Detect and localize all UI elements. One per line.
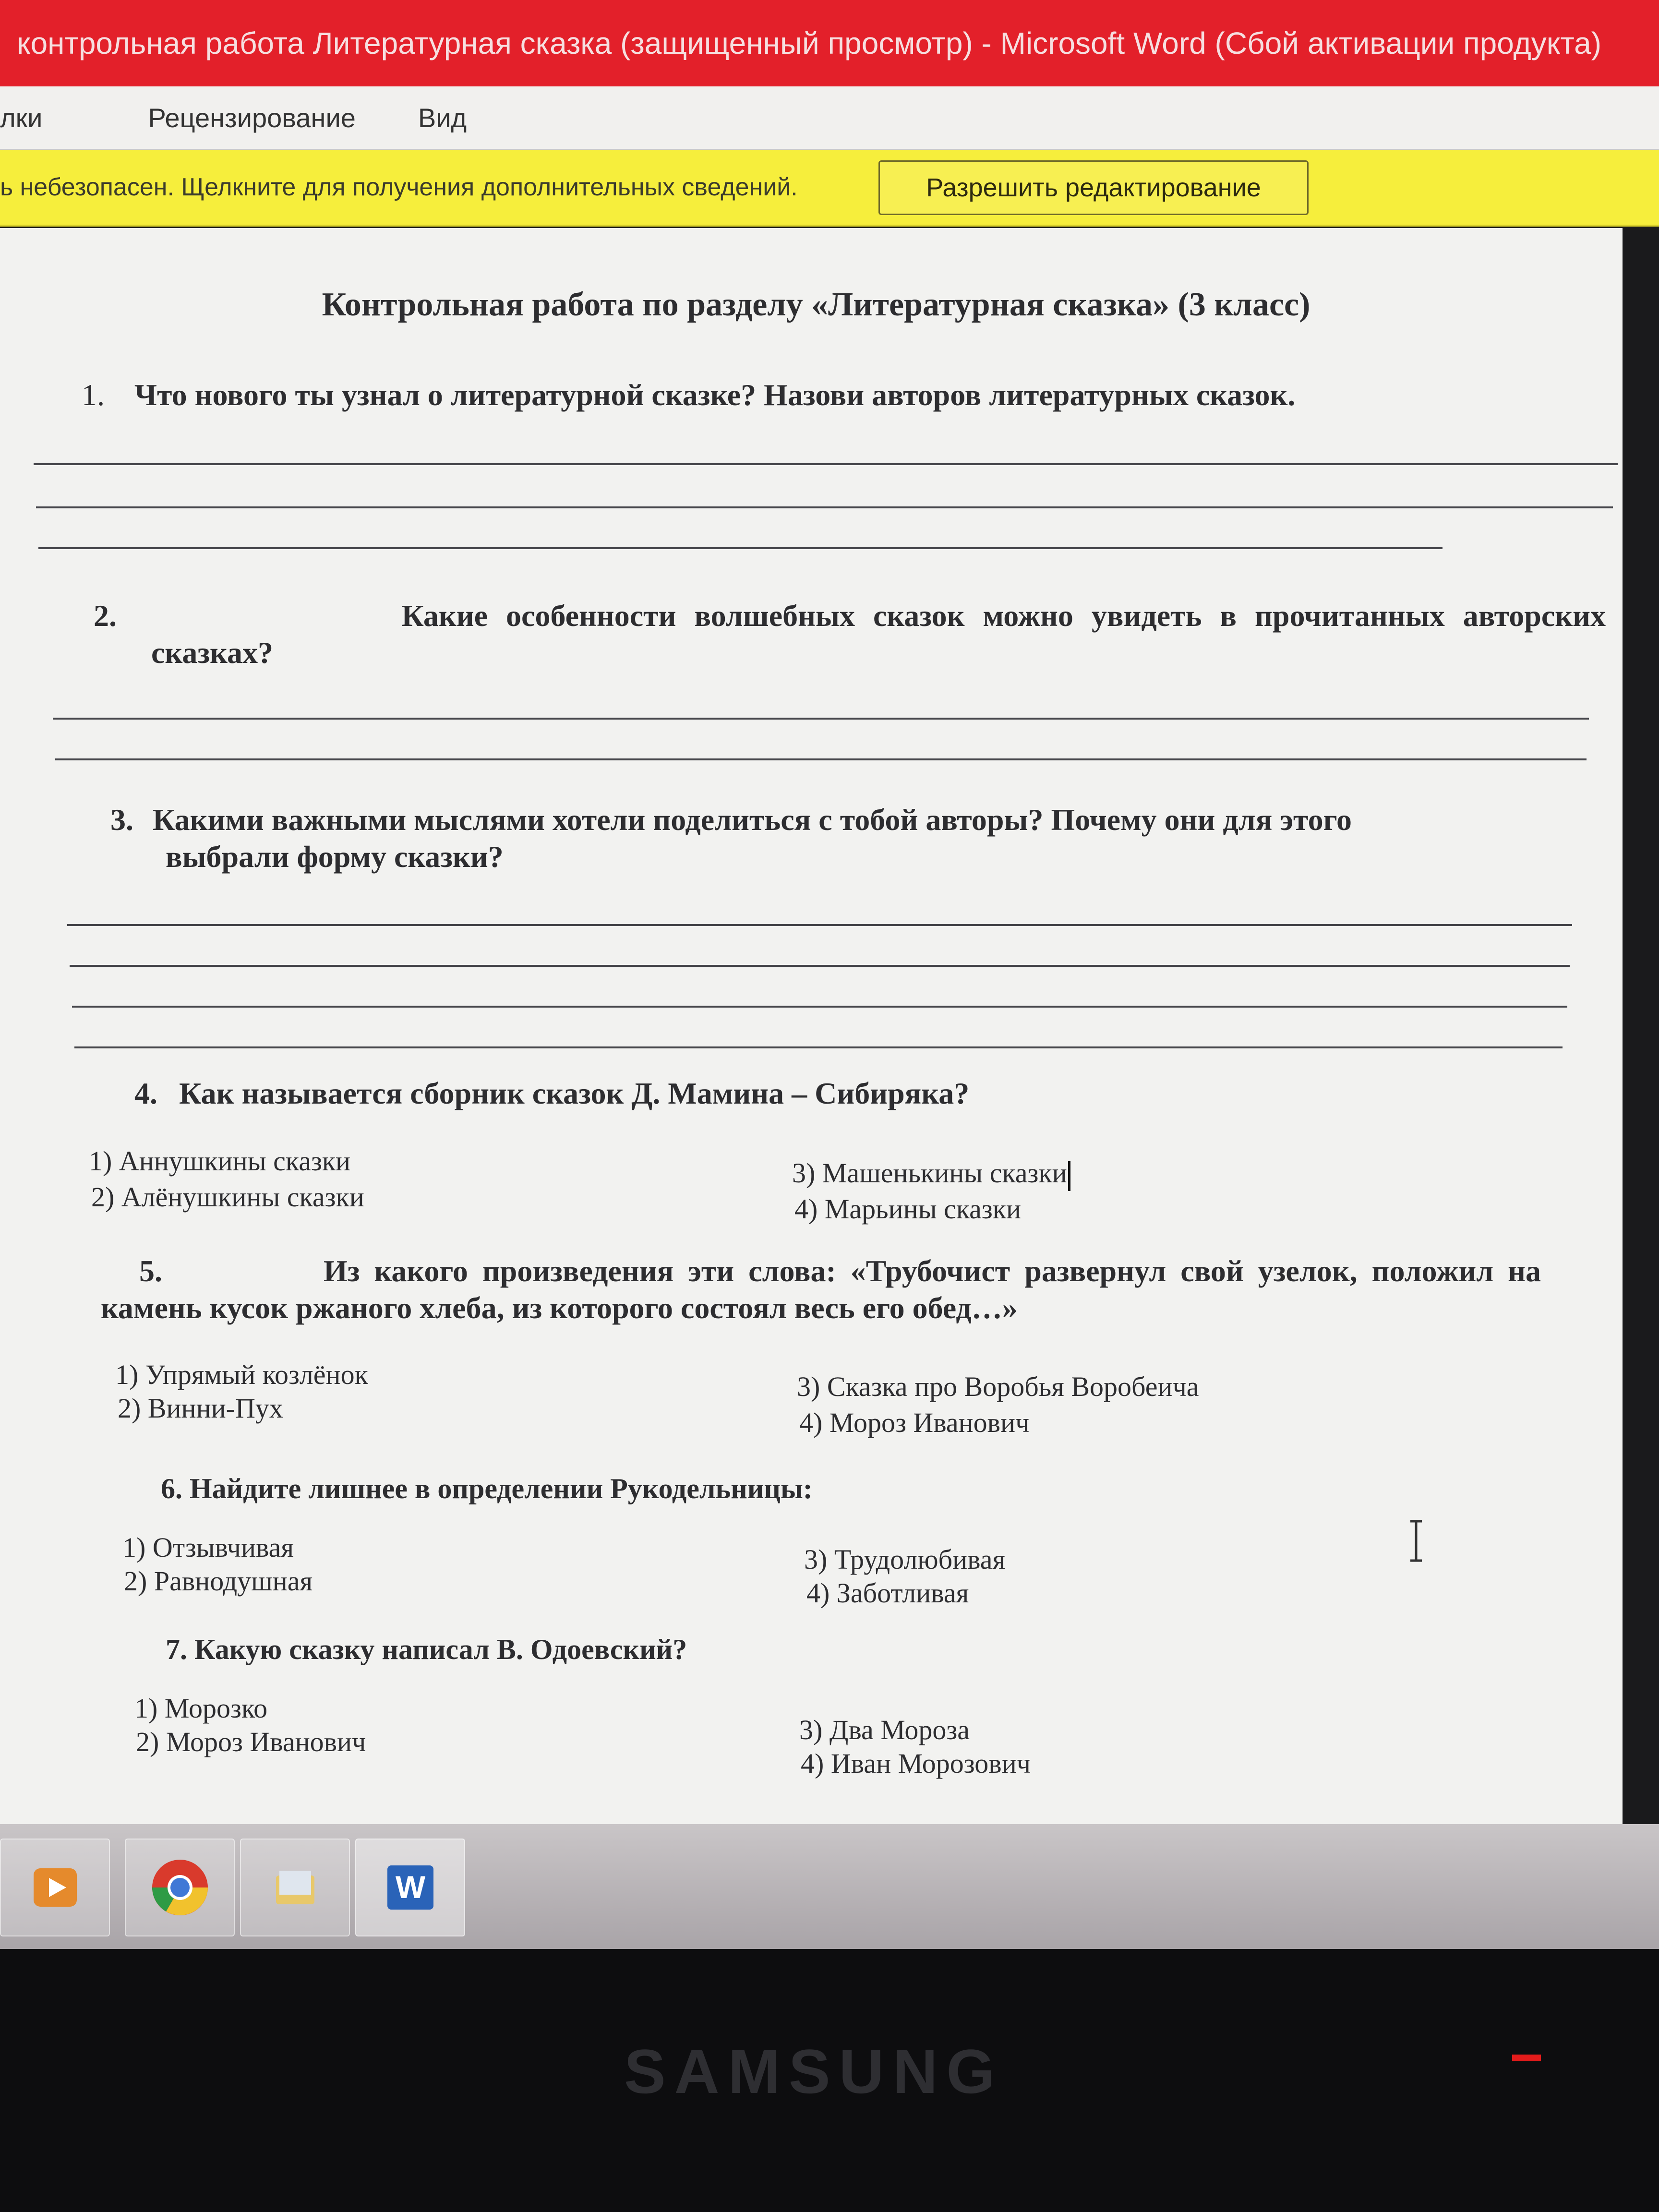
- taskbar: [0, 1824, 1659, 1949]
- question-text-continued: камень кусок ржаного хлеба, из которого состоял весь его обед…»: [101, 1290, 1018, 1325]
- tab-links[interactable]: лки: [0, 102, 43, 133]
- question-3: [110, 802, 1599, 876]
- tab-review[interactable]: Рецензирование: [148, 102, 356, 133]
- enable-editing-button[interactable]: Разрешить редактирование: [878, 160, 1309, 215]
- option[interactable]: 2) Винни-Пух: [118, 1393, 283, 1424]
- file-explorer-icon[interactable]: [240, 1839, 350, 1936]
- tab-view[interactable]: Вид: [418, 102, 467, 133]
- word-icon-letter: W: [395, 1869, 425, 1905]
- question-text: Как называется сборник сказок Д. Мамина – Сибиряка?: [179, 1076, 970, 1110]
- answer-line: [72, 1006, 1567, 1008]
- option[interactable]: 1) Морозко: [134, 1693, 268, 1724]
- question-text-continued: сказках?: [151, 635, 273, 670]
- answer-line: [53, 718, 1589, 720]
- protected-view-message[interactable]: ь небезопасен. Щелкните для получения дополнительных сведений.: [0, 173, 798, 201]
- answer-line: [36, 506, 1613, 508]
- document-page[interactable]: [0, 228, 1623, 1831]
- option[interactable]: 2) Мороз Иванович: [136, 1726, 366, 1757]
- window-title: контрольная работа Литературная сказка (защищенный просмотр) - Microsoft Word (Сбой активации продукта): [16, 26, 1601, 60]
- question-text: Какими важными мыслями хотели поделиться с тобой авторы? Почему они для этого: [153, 803, 1352, 837]
- question-number: 3.: [110, 803, 133, 837]
- option[interactable]: 3) Сказка про Воробья Воробеича: [797, 1371, 1199, 1402]
- answer-line: [55, 758, 1587, 760]
- document-title: Контрольная работа по разделу «Литературная сказка» (3 класс): [322, 286, 1310, 323]
- text-cursor-icon: [1407, 1519, 1426, 1563]
- monitor-bezel: [0, 1949, 1659, 2212]
- question-4: [134, 1075, 969, 1112]
- ribbon-tabs: [0, 86, 1659, 150]
- option[interactable]: [792, 1157, 1070, 1191]
- option-text: 3) Машенькины сказки: [792, 1157, 1067, 1189]
- answer-line: [74, 1046, 1563, 1048]
- answer-line: [34, 463, 1618, 465]
- question-number: 2.: [94, 599, 117, 633]
- word-icon[interactable]: [355, 1839, 465, 1936]
- question-text: Из какого произведения эти слова: «Трубочист развернул свой узелок, положил на: [323, 1254, 1541, 1288]
- text-cursor: [1068, 1161, 1070, 1191]
- option[interactable]: 3) Трудолюбивая: [804, 1544, 1006, 1575]
- question-text: Какие особенности волшебных сказок можно увидеть в прочитанных авторских: [401, 599, 1606, 633]
- option[interactable]: 4) Заботливая: [806, 1577, 969, 1609]
- question-6: 6. Найдите лишнее в определении Рукодельницы:: [161, 1473, 813, 1504]
- question-number: 4.: [134, 1076, 157, 1110]
- question-7: 7. Какую сказку написал В. Одоевский?: [166, 1634, 687, 1665]
- monitor-brand: SAMSUNG: [624, 2036, 1004, 2106]
- window-title-bar: [0, 0, 1659, 86]
- question-number: 1.: [82, 378, 105, 412]
- question-text-continued: выбрали форму сказки?: [166, 839, 504, 874]
- option[interactable]: 3) Два Мороза: [799, 1714, 970, 1745]
- option[interactable]: 4) Мороз Иванович: [799, 1407, 1030, 1438]
- protected-view-bar: [0, 150, 1659, 227]
- option[interactable]: 1) Упрямый козлёнок: [115, 1359, 368, 1390]
- question-2: [94, 598, 1606, 672]
- power-led: [1512, 2055, 1541, 2061]
- question-5: [101, 1253, 1541, 1327]
- question-1: [82, 377, 1295, 414]
- question-text: Что нового ты узнал о литературной сказке? Назови авторов литературных сказок.: [134, 378, 1296, 412]
- option[interactable]: 1) Аннушкины сказки: [89, 1145, 351, 1177]
- option[interactable]: 4) Иван Морозович: [801, 1748, 1031, 1779]
- option[interactable]: 2) Алёнушкины сказки: [91, 1181, 364, 1213]
- option[interactable]: 4) Марьины сказки: [794, 1193, 1022, 1225]
- media-player-icon[interactable]: [0, 1839, 110, 1936]
- answer-line: [38, 547, 1443, 549]
- option[interactable]: 2) Равнодушная: [124, 1565, 313, 1597]
- option[interactable]: 1) Отзывчивая: [122, 1532, 294, 1563]
- answer-line: [67, 924, 1572, 926]
- chrome-icon[interactable]: [125, 1839, 235, 1936]
- answer-line: [70, 965, 1570, 967]
- question-number: 5.: [139, 1254, 162, 1288]
